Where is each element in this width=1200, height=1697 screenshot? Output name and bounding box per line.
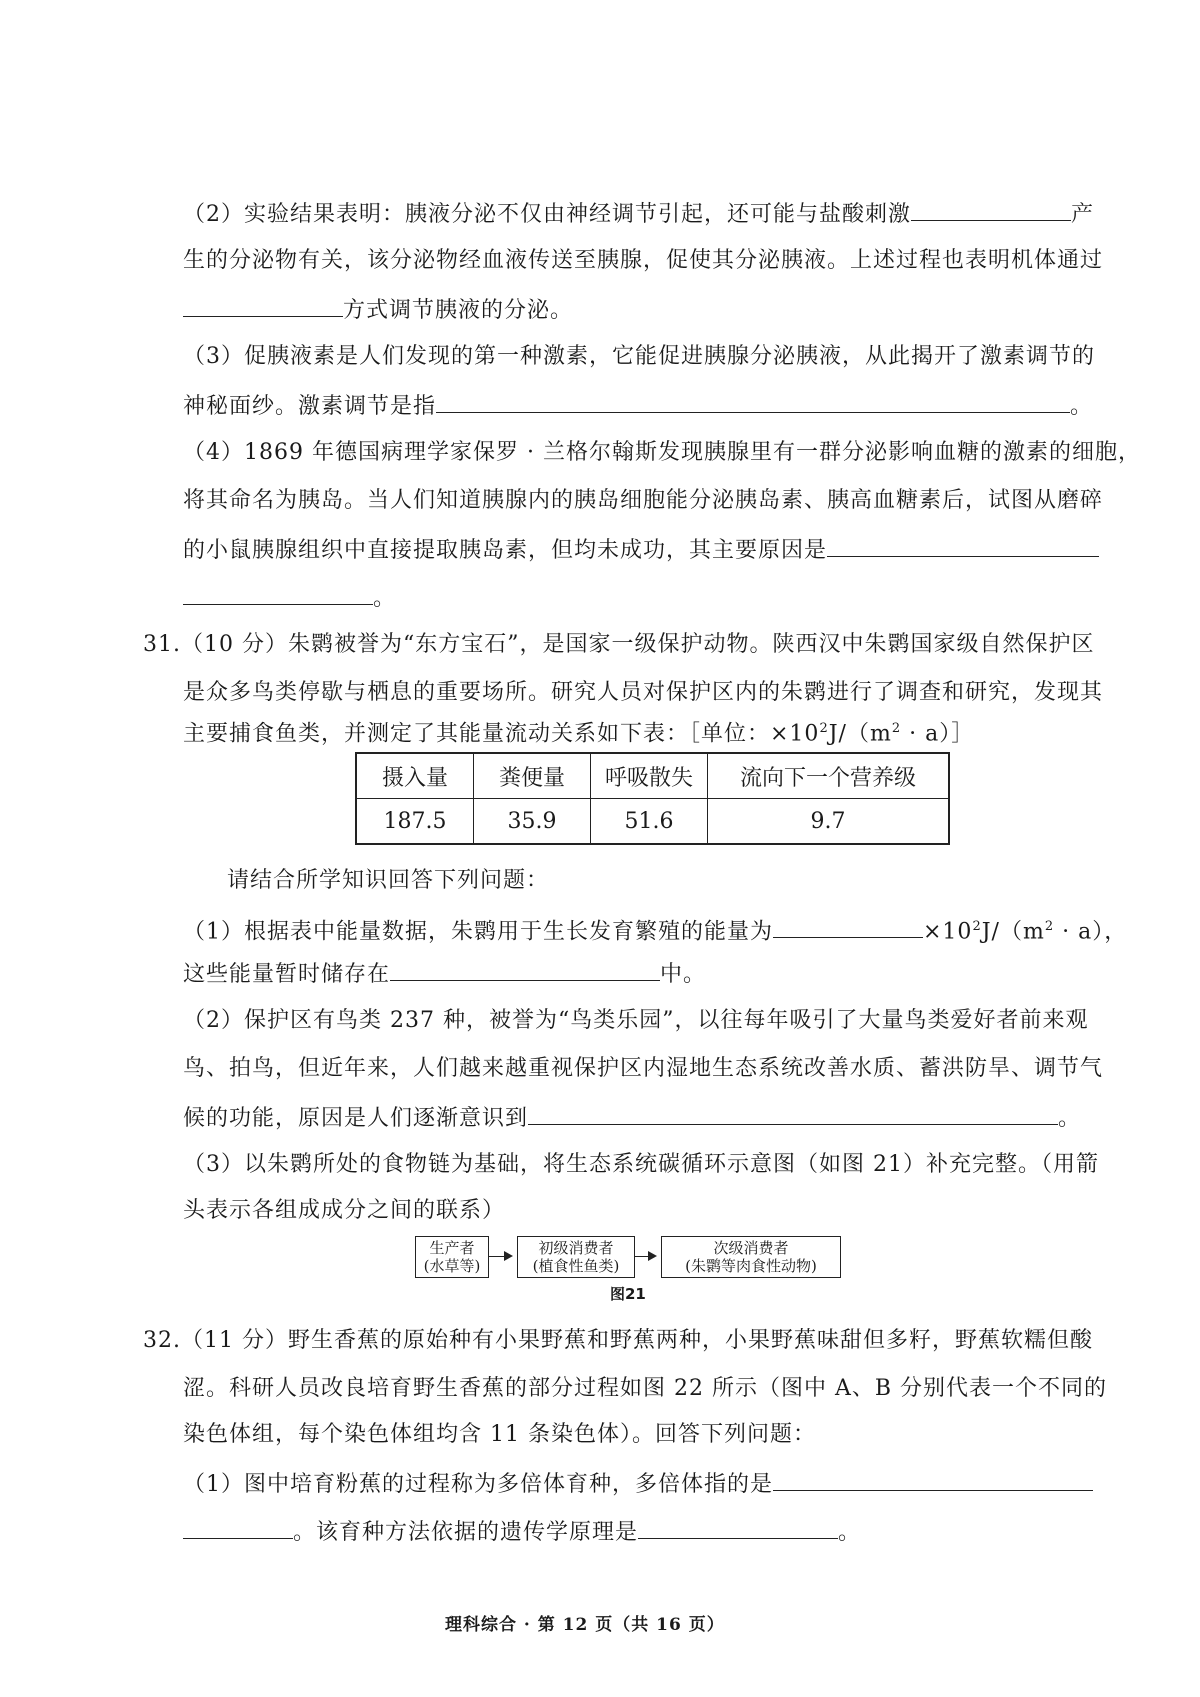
table-cell: 51.6: [591, 799, 708, 845]
answer-blank[interactable]: [638, 1516, 838, 1539]
secondary-consumer-box: 次级消费者 (朱鹮等肉食性动物): [661, 1236, 841, 1278]
q30-part4-line3: 的小鼠胰腺组织中直接提取胰岛素，但均未成功，其主要原因是: [183, 534, 1099, 566]
q30-part2-line2: 生的分泌物有关，该分泌物经血液传送至胰腺，促使其分泌胰液。上述过程也表明机体通过: [183, 248, 1104, 273]
q30-part4-line1: （4）1869 年德国病理学家保罗 · 兰格尔翰斯发现胰腺里有一群分泌影响血糖的激素的细胞，: [183, 440, 1141, 465]
q31-line2: 是众多鸟类停歇与栖息的重要场所。研究人员对保护区内的朱鹮进行了调查和研究，发现其: [183, 680, 1104, 705]
arrow-right-icon: [489, 1256, 511, 1257]
question-number: 31.: [143, 632, 181, 657]
primary-consumer-box: 初级消费者 (植食性鱼类): [517, 1236, 635, 1278]
q31-part3-line1: （3）以朱鹮所处的食物链为基础，将生态系统碳循环示意图（如图 21）补充完整。（用箭: [183, 1152, 1099, 1177]
q32-line3: 染色体组，每个染色体组均含 11 条染色体）。回答下列问题：: [183, 1422, 816, 1447]
question-number: 32.: [143, 1328, 181, 1353]
q31-line3: 主要捕食鱼类，并测定了其能量流动关系如下表：［单位：$\times 10^2J/(m^2$ · a）］: [183, 721, 975, 747]
table-header-cell: 呼吸散失: [591, 753, 708, 799]
table-header-cell: 流向下一个营养级: [708, 753, 950, 799]
answer-blank[interactable]: [390, 958, 660, 981]
q31-part1-line2: 这些能量暂时储存在 中。: [183, 958, 706, 990]
q30-part4-line4: 。: [183, 582, 396, 614]
table-header-cell: 摄入量: [356, 753, 474, 799]
arrow-right-icon: [635, 1256, 655, 1257]
q31-part1-line1: （1）根据表中能量数据，朱鹮用于生长发育繁殖的能量为 $\times 10^2J/(m^2 \cdot a)$，: [183, 912, 1127, 947]
answer-blank[interactable]: [773, 1468, 1093, 1491]
q31-intro: 请结合所学知识回答下列问题：: [227, 868, 550, 893]
answer-blank[interactable]: [911, 198, 1071, 221]
answer-blank[interactable]: [528, 1102, 1058, 1125]
q30-part3-line2: 神秘面纱。激素调节是指 。: [183, 390, 1093, 422]
q31-part2-line3: 候的功能，原因是人们逐渐意识到 。: [183, 1102, 1081, 1134]
q31-part2-line1: （2）保护区有鸟类 237 种，被誉为“鸟类乐园”，以往每年吸引了大量鸟类爱好者前来观: [183, 1008, 1089, 1033]
page-footer: 理科综合 · 第 12 页（共 16 页）: [445, 1615, 725, 1635]
q30-part4-line2: 将其命名为胰岛。当人们知道胰腺内的胰岛细胞能分泌胰岛素、胰高血糖素后，试图从磨碎: [183, 488, 1104, 513]
table-header-cell: 粪便量: [474, 753, 591, 799]
q30-part3-line1: （3）促胰液素是人们发现的第一种激素，它能促进胰腺分泌胰液，从此揭开了激素调节的: [183, 344, 1096, 369]
answer-blank[interactable]: [183, 582, 373, 605]
q32-line2: 涩。科研人员改良培育野生香蕉的部分过程如图 22 所示（图中 A、B 分别代表一个不同的: [183, 1376, 1108, 1401]
q30-part2-line3: 方式调节胰液的分泌。: [183, 294, 573, 326]
table-cell: 9.7: [708, 799, 950, 845]
q32-part1-line1: （1）图中培育粉蕉的过程称为多倍体育种，多倍体指的是: [183, 1468, 1093, 1500]
table-cell: 187.5: [356, 799, 474, 845]
q32-line1: 32.（11 分）野生香蕉的原始种有小果野蕉和野蕉两种，小果野蕉味甜但多籽，野蕉软糯但酸: [143, 1328, 1093, 1353]
energy-flow-table: [355, 752, 950, 845]
table-row: [356, 799, 949, 845]
q30-part2-line1: （2）实验结果表明：胰液分泌不仅由神经调节引起，还可能与盐酸刺激 产: [183, 198, 1094, 230]
answer-blank[interactable]: [827, 534, 1099, 557]
q31-line1: 31.（10 分）朱鹮被誉为“东方宝石”，是国家一级保护动物。陕西汉中朱鹮国家级自然保护区: [143, 632, 1095, 657]
table-cell: 35.9: [474, 799, 591, 845]
answer-blank[interactable]: [183, 294, 343, 317]
answer-blank[interactable]: [436, 390, 1070, 413]
q31-part3-line2: 头表示各组成成分之间的联系）: [183, 1198, 506, 1223]
q32-part1-line2: 。该育种方法依据的遗传学原理是 。: [183, 1516, 861, 1548]
table-header-row: [356, 753, 949, 799]
q31-part2-line2: 鸟、拍鸟，但近年来，人们越来越重视保护区内湿地生态系统改善水质、蓄洪防旱、调节气: [183, 1056, 1104, 1081]
answer-blank[interactable]: [773, 915, 923, 938]
producer-box: 生产者 (水草等): [415, 1236, 489, 1278]
figure-caption: 图21: [610, 1285, 646, 1303]
answer-blank[interactable]: [183, 1516, 293, 1539]
